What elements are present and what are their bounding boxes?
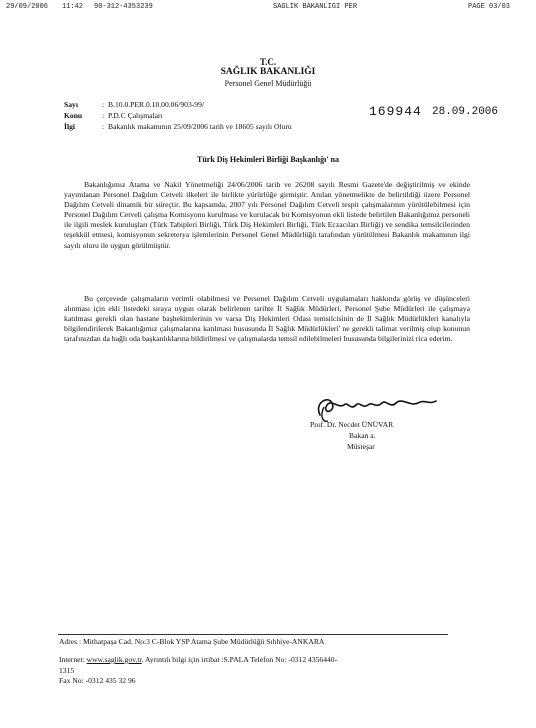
incoming-stamp-number: 169944 <box>369 104 422 119</box>
body-paragraph-1: Bakanlığımız Atama ve Nakil Yönetmeliği 24/06/2006 tarih ve 26208 sayılı Resmi Gazete'de değiştirilmiş ve ekinde yayımlanan Personel Dağılım Cetveli ilkeleri ile birlikte yürürlüğe girmiştir. Anılan yönetmelikte de belirtildiği üzere Personel Dağılım Cetveli dinamik bir süreçtir. Bu kapsamda, 2007 yılı Personel Dağılım Cetveli tespit çalışmalarının yürütülebilmesi için Personel Dağılım Cetveli çalışma Komisyonu kurulması ve kurulacak bu Komisyonun ekli listede belirtilen Bakanlığımız personeli ile ilgili meslek kuruluşları (Türk Tabipleri Birliği, Türk Diş Hekimleri Birliği, Türk Eczacıları Birliği) ve sendika temsilcilerinden teşekkül etmesi, komisyonun sekreterya işlemlerinin Personel Genel Müdürlüğü tarafından yürütülmesi Bakanlık makamının ilgi sayılı oluru ile uygun görülmüştür. <box>64 180 470 250</box>
internet-label: Internet: <box>59 655 85 664</box>
ilgi-label: İlgi <box>64 122 75 131</box>
footer-extension: 1315 <box>59 666 75 675</box>
meta-sayi: Sayı : B.10.0.PER.0.10.00.06/903-99/ <box>64 100 204 109</box>
fax-page: PAGE 03/03 <box>468 3 511 11</box>
fax-date: 29/09/2006 <box>6 3 49 11</box>
contact-text: . Ayrıntılı bilgi için irtibat :S.PALA Telefon No: -0312 4356440- <box>141 655 338 664</box>
footer-address: Adres : Mithatpaşa Cad. No:3 C-Blok YSP Atama Şube Müdürlüğü Sıhhiye-ANKARA <box>59 637 325 646</box>
sayi-label: Sayı <box>64 100 78 109</box>
footer-contact <box>59 655 337 664</box>
signer-title-2: Müsteşar <box>347 442 375 451</box>
handwritten-signature <box>306 385 446 425</box>
meta-ilgi: İlgi : Bakanlık makamının 25/09/2006 tarih ve 18605 sayılı Oluru <box>64 122 292 131</box>
fax-sender: SAGLIK BAKANLIGI PER <box>273 3 358 11</box>
konu-value: P.D.C Çalışmaları <box>108 111 163 120</box>
fax-phone: 90-312-4353239 <box>94 3 153 11</box>
signer-name: Prof. Dr. Necdet ÜNÜVAR <box>310 420 394 429</box>
addressee: Türk Diş Hekimleri Birliği Başkanlığı' na <box>196 155 340 164</box>
header-tc: T.C. <box>259 57 277 67</box>
website-link[interactable]: www.saglik.gov.tr <box>86 655 142 664</box>
fax-time: 11:42 <box>62 3 84 11</box>
body-paragraph-2: Bu çerçevede çalışmaların verimli olabilmesi ve Personel Dağılım Cetveli uygulamaları hakkında görüş ve düşünceleri alınması için ekli listedeki sıraya uygun olarak belirlenen tarihte İl Sağlık Müdürleri, Personel Şube Müdürleri ile çalışmaya katılması gerekli olan hastane başhekimlerinin ve varsa Diş Hekimleri Odası temsilcisinin de İl Sağlık Müdürlükleri kanalıyla bilgilendirilerek Bakanlığımız çalışmalarına katılması hususunda İl Sağlık Müdürlükleri' ne gerekli talimat verilmiş olup konunun tarafınızdan da bağlı oda başkanlıklarına bildirilmesi ve çalışmalarda temsil edilebilmeleri hususunda bilgilerinizi rica ederim. <box>64 294 470 344</box>
footer-divider <box>58 634 448 635</box>
meta-konu: Konu : P.D.C Çalışmaları <box>64 111 163 120</box>
ilgi-value: Bakanlık makamının 25/09/2006 tarih ve 18605 sayılı Oluru <box>108 122 292 131</box>
incoming-stamp-date: 28.09.2006 <box>432 106 499 118</box>
signer-title-1: Bakan a. <box>349 431 376 440</box>
fax-header <box>0 3 536 13</box>
header-ministry: SAĞLIK BAKANLIĞI <box>220 67 316 77</box>
sayi-value: B.10.0.PER.0.10.00.06/903-99/ <box>108 100 204 109</box>
header-department: Personel Genel Müdürlüğü <box>224 79 312 88</box>
footer-fax: Fax No: -0312 435 32 96 <box>59 676 136 685</box>
konu-label: Konu <box>64 111 83 120</box>
